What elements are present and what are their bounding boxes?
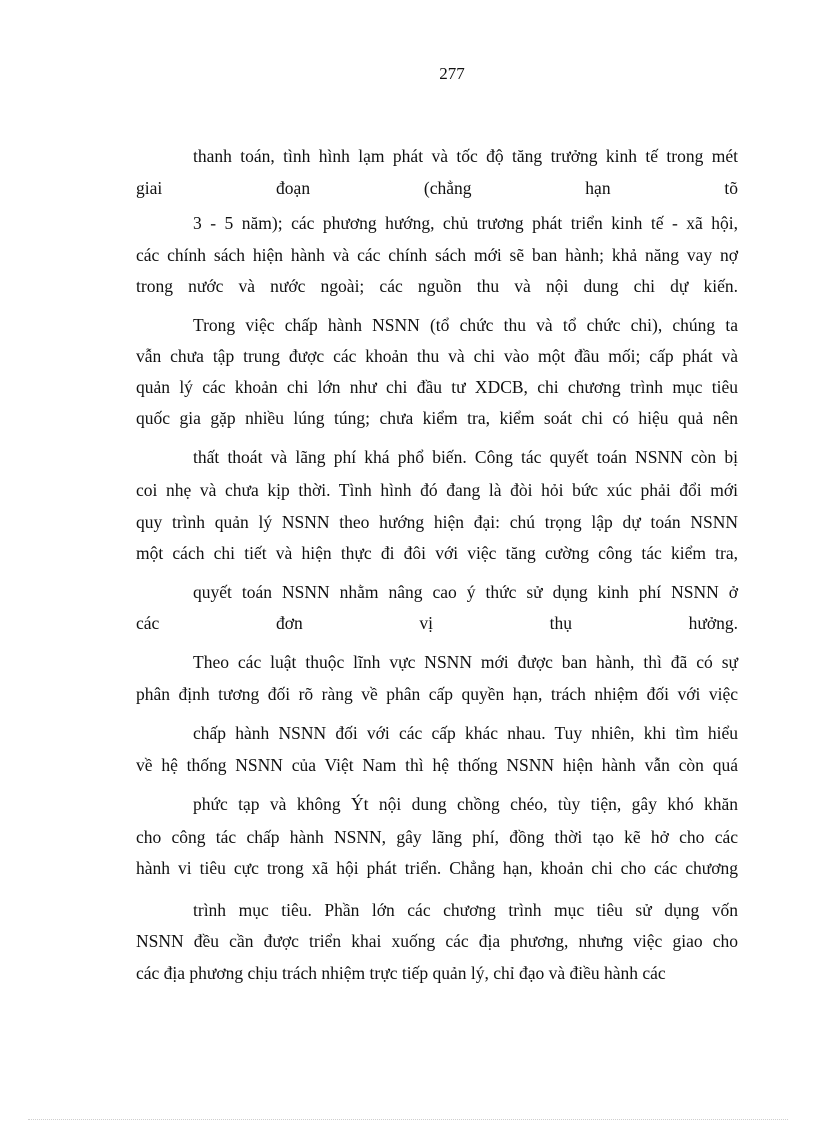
word: vị xyxy=(419,613,433,633)
text-line: chấp hành NSNN đối với các cấp khác nhau. Tuy nhiên, khi tìm hiểu xyxy=(193,723,738,743)
page-bottom-rule xyxy=(28,1119,788,1120)
text-line: 3 - 5 năm); các phương hướng, chủ trương phát triển kinh tế - xã hội, xyxy=(193,213,738,233)
text-line: cho công tác chấp hành NSNN, gây lãng phí, đồng thời tạo kẽ hở cho các xyxy=(136,827,738,847)
word: các xyxy=(136,613,160,633)
text-line: thất thoát và lãng phí khá phổ biến. Công tác quyết toán NSNN còn bị xyxy=(193,447,738,467)
word: thụ xyxy=(549,613,572,633)
word: hạn xyxy=(585,178,611,198)
text-line xyxy=(136,177,738,199)
text-line: các chính sách hiện hành và các chính sách mới sẽ ban hành; khả năng vay nợ xyxy=(136,245,738,265)
text-line: về hệ thống NSNN của Việt Nam thì hệ thống NSNN hiện hành vẫn còn quá xyxy=(136,755,738,775)
word: đơn xyxy=(275,613,303,633)
word: đoạn xyxy=(276,178,311,198)
word: giai xyxy=(136,178,163,198)
text-line: quốc gia gặp nhiều lúng túng; chưa kiểm tra, kiểm soát chi có hiệu quả nên xyxy=(136,408,738,428)
text-line: phức tạp và không Ýt nội dung chồng chéo, tùy tiện, gây khó khăn xyxy=(193,794,738,814)
word: tõ xyxy=(724,178,738,198)
text-line: quản lý các khoản chi lớn như chi đầu tư XDCB, chi chương trình mục tiêu xyxy=(136,377,738,397)
word: hưởng. xyxy=(688,613,738,633)
text-line: coi nhẹ và chưa kịp thời. Tình hình đó đang là đòi hỏi bức xúc phải đổi mới xyxy=(136,480,738,500)
text-line: vẫn chưa tập trung được các khoản thu và chi vào một đầu mối; cấp phát và xyxy=(136,346,738,366)
text-line: các địa phương chịu trách nhiệm trực tiếp quản lý, chỉ đạo và điều hành các xyxy=(136,963,666,983)
text-line: trình mục tiêu. Phần lớn các chương trình mục tiêu sử dụng vốn xyxy=(193,900,738,920)
text-line: quyết toán NSNN nhằm nâng cao ý thức sử dụng kinh phí NSNN ở xyxy=(193,582,738,602)
page-number: 277 xyxy=(439,64,465,83)
text-line: trong nước và nước ngoài; các nguồn thu và nội dung chi dự kiến. xyxy=(136,276,738,296)
text-line: NSNN đều cần được triển khai xuống các địa phương, nhưng việc giao cho xyxy=(136,931,738,951)
text-line: Trong việc chấp hành NSNN (tổ chức thu và tổ chức chi), chúng ta xyxy=(193,315,738,335)
text-line: phân định tương đối rõ ràng về phân cấp quyền hạn, trách nhiệm đối với việc xyxy=(136,684,738,704)
text-line: thanh toán, tình hình lạm phát và tốc độ tăng trưởng kinh tế trong mét xyxy=(193,146,738,166)
text-line xyxy=(136,612,738,634)
text-line: Theo các luật thuộc lĩnh vực NSNN mới được ban hành, thì đã có sự xyxy=(193,652,738,672)
text-line: quy trình quản lý NSNN theo hướng hiện đại: chú trọng lập dự toán NSNN xyxy=(136,512,738,532)
text-line: một cách chi tiết và hiện thực đi đôi với việc tăng cường công tác kiểm tra, xyxy=(136,543,738,563)
word: (chẳng xyxy=(423,178,472,198)
text-line: hành vi tiêu cực trong xã hội phát triển. Chẳng hạn, khoản chi cho các chương xyxy=(136,858,738,878)
